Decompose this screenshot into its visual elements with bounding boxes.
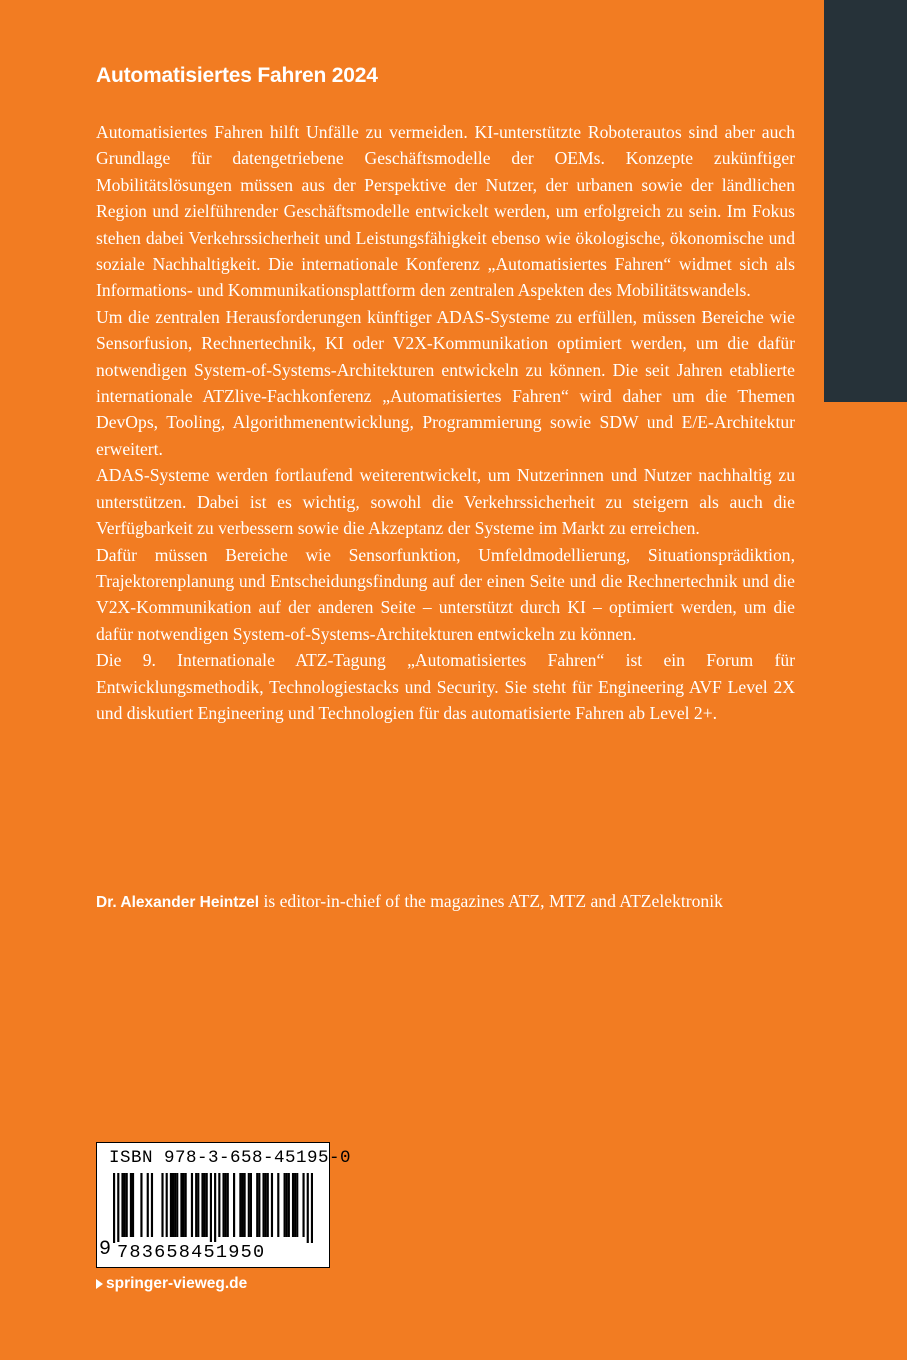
blurb-paragraph-3: ADAS-Systeme werden fortlaufend weiterentwickelt, um Nutzerinnen und Nutzer nachhaltig zu unterstützen. Dabei ist es wichtig, sowohl die Verkehrssicherheit zu steigern als auch die Verfügbarkeit zu verbessern sowie die Akzeptanz der Systeme im Markt zu erreichen. <box>96 465 795 539</box>
barcode-bar <box>170 1173 172 1237</box>
publisher-url <box>96 1275 247 1293</box>
barcode-bar <box>302 1173 304 1237</box>
barcode-bar <box>233 1173 235 1237</box>
barcode-bar <box>180 1173 182 1237</box>
barcode-bar <box>262 1173 264 1237</box>
barcode-bar <box>117 1173 119 1243</box>
barcode-bar <box>161 1173 163 1237</box>
barcode-bar <box>250 1173 252 1237</box>
barcode-bar <box>292 1173 294 1237</box>
blurb-paragraph-5: Die 9. Internationale ATZ-Tagung „Automatisiertes Fahren“ ist ein Forum für Entwicklungsmethodik, Technologiestacks und Security. Sie steht für Engineering AVF Level 2X und diskutiert Engineering und Technologien für das automatisierte Fahren ab Level 2+. <box>96 650 795 723</box>
barcode-bar <box>176 1173 178 1237</box>
blurb-paragraph-2: Um die zentralen Herausforderungen künftiger ADAS-Systeme zu erfüllen, müssen Bereiche wie Sensorfusion, Rechnertechnik, KI oder V2X-Kommunikation optimiert werden, um die dafür notwendigen System-of-Systems-Architekturen entwickeln zu können. Die seit Jahren etablierte internationale ATZlive-Fachkonferenz „Automatisiertes Fahren“ wird daher um die Themen DevOps, Tooling, Algorithmenentwicklung, Programmierung sowie SDW und E/E-Architektur erweitert. <box>96 306 795 459</box>
barcode-bar <box>201 1173 203 1237</box>
barcode-bar <box>124 1173 126 1237</box>
barcode-bar <box>277 1173 279 1237</box>
barcode-bar <box>294 1173 296 1237</box>
blurb-text <box>96 119 795 726</box>
publisher-url-text: springer-vieweg.de <box>106 1275 248 1292</box>
dark-side-band <box>824 0 907 402</box>
author-name: Dr. Alexander Heintzel <box>96 894 260 911</box>
barcode-bar <box>210 1173 212 1243</box>
barcode-bar <box>248 1173 250 1237</box>
barcode-bar <box>172 1173 174 1237</box>
barcode-bar <box>311 1173 313 1243</box>
barcode-bar <box>185 1173 187 1237</box>
barcode-bar <box>244 1173 246 1237</box>
arrow-icon <box>96 1279 103 1289</box>
barcode-bar <box>296 1173 298 1237</box>
ean-digits: 783658451950 <box>117 1242 266 1263</box>
barcode-bar <box>256 1173 258 1237</box>
barcode-bar <box>218 1173 220 1237</box>
barcode-bar <box>191 1173 193 1237</box>
barcode-bar <box>174 1173 176 1237</box>
barcode-bar <box>288 1173 290 1237</box>
barcode-bar <box>214 1173 216 1243</box>
barcode-bar <box>195 1173 197 1237</box>
barcode-bar <box>271 1173 273 1237</box>
barcode-bars <box>113 1173 313 1243</box>
barcode-bar <box>206 1173 208 1237</box>
barcode-bar <box>284 1173 286 1237</box>
barcode-bar <box>258 1173 260 1237</box>
isbn-label: ISBN 978-3-658-45195-0 <box>109 1148 352 1168</box>
barcode-bar <box>166 1173 168 1237</box>
barcode-bar <box>140 1173 142 1237</box>
author-line <box>96 888 826 916</box>
barcode-bar <box>113 1173 115 1243</box>
barcode-bar <box>307 1173 309 1243</box>
barcode-bar <box>222 1173 224 1237</box>
barcode-bar <box>130 1173 132 1237</box>
barcode-bar <box>182 1173 184 1237</box>
barcode-bar <box>267 1173 269 1237</box>
barcode-bar <box>147 1173 149 1237</box>
barcode-bar <box>197 1173 199 1237</box>
author-description: is editor-in-chief of the magazines ATZ, MTZ and ATZelektronik <box>259 891 723 911</box>
barcode-bar <box>227 1173 229 1237</box>
blurb-paragraph-4: Dafür müssen Bereiche wie Sensorfunktion, Umfeldmodellierung, Situationsprädiktion, Trajektorenplanung und Entscheidungsfindung auf der einen Seite und die Rechnertechnik und die V2X-Kommunikation auf der anderen Seite – unterstützt durch KI – optimiert werden, um die dafür notwendigen System-of-Systems-Architekturen entwickeln zu können. <box>96 544 795 644</box>
barcode-bar <box>286 1173 288 1237</box>
barcode-bar <box>239 1173 241 1237</box>
isbn-barcode <box>96 1142 352 1268</box>
barcode-bar <box>265 1173 267 1237</box>
barcode-bar <box>241 1173 243 1237</box>
barcode-bar <box>121 1173 123 1237</box>
book-title: Automatisiertes Fahren 2024 <box>96 64 378 87</box>
barcode-bar <box>126 1173 128 1237</box>
ean-first-digit: 9 <box>99 1238 112 1261</box>
barcode-bar <box>225 1173 227 1237</box>
barcode-bar <box>204 1173 206 1237</box>
barcode-bar <box>132 1173 134 1237</box>
barcode-bar <box>151 1173 153 1237</box>
blurb-paragraph-1: Automatisiertes Fahren hilft Unfälle zu vermeiden. KI-unterstützte Roboterautos sind aber auch Grundlage für datengetriebene Geschäftsmodelle der OEMs. Konzepte zukünftiger Mobilitätslösungen müssen aus der Perspektive der Nutzer, der urbanen sowie der ländlichen Region und zielführender Geschäftsmodelle entwickelt werden, um erfolgreich zu sein. Im Fokus stehen dabei Verkehrssicherheit und Leistungsfähigkeit ebenso wie ökologische, ökonomische und soziale Nachhaltigkeit. Die internationale Konferenz „Automatisiertes Fahren“ widmet sich als Informations- und Kommunikationsplattform den zentralen Aspekten des Mobilitätswandels. <box>96 122 795 301</box>
